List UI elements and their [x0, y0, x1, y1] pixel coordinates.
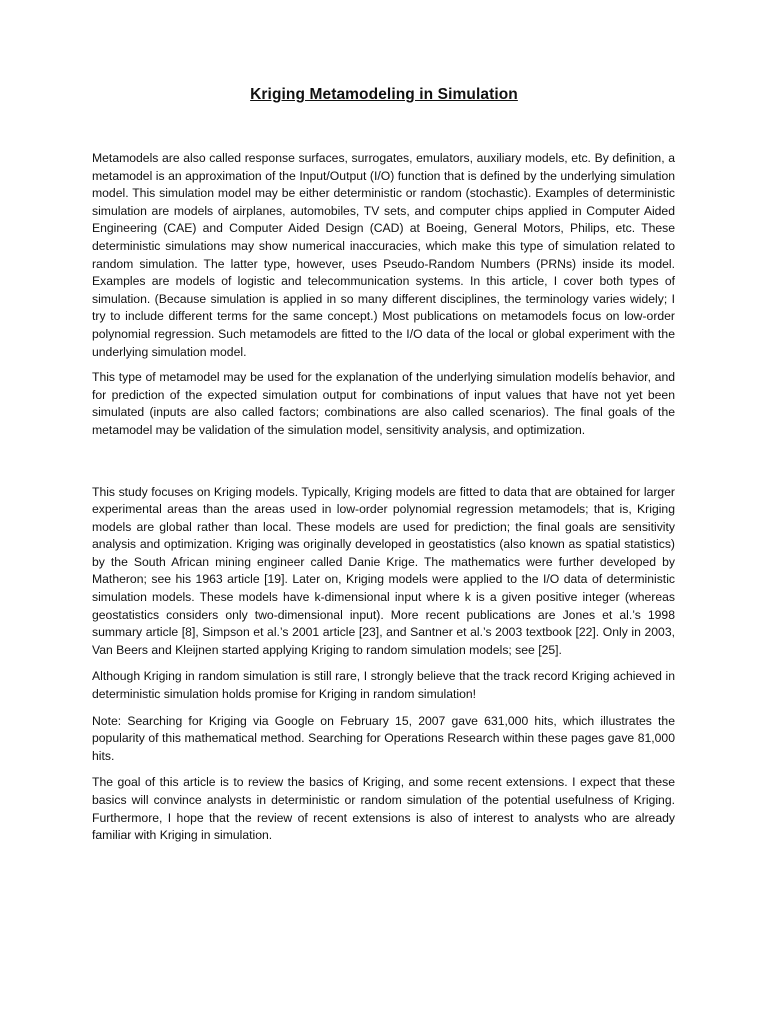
document-body [92, 150, 675, 845]
paragraph-metamodel-uses: This type of metamodel may be used for the explanation of the underlying simulation modelís behavior, and for prediction of the expected simulation output for combinations of input values that have not yet been simulated (inputs are also called factors; combinations are also called scenarios). The final goals of the metamodel may be validation of the simulation model, sensitivity analysis, and optimization. [92, 370, 675, 437]
paragraph-article-goal: The goal of this article is to review the basics of Kriging, and some recent extensions. I expect that these basics will convince analysts in deterministic or random simulation of the potential usefulness of Kriging. Furthermore, I hope that the review of recent extensions is also of interest to analysts who are already familiar with Kriging in simulation. [92, 775, 675, 843]
document-title: Kriging Metamodeling in Simulation [250, 86, 518, 103]
paragraph-google-note: Note: Searching for Kriging via Google on February 15, 2007 gave 631,000 hits, which illustrates the popularity of this mathematical method. Searching for Operations Research within these pages gave 81,000 hits. [92, 713, 675, 763]
paragraph-kriging-random: Although Kriging in random simulation is still rare, I strongly believe that the track record Kriging achieved in deterministic simulation holds promise for Kriging in random simulation! [92, 669, 675, 702]
paragraph-metamodels-intro: Metamodels are also called response surfaces, surrogates, emulators, auxiliary models, etc. By definition, a metamodel is an approximation of the Input/Output (I/O) function that is defined by the underlying simulation model. This simulation model may be either deterministic or random (stochastic). Examples of deterministic simulation are models of airplanes, automobiles, TV sets, and computer chips applied in Computer Aided Engineering (CAE) and Computer Aided Design (CAD) at Boeing, General Motors, Philips, etc. These deterministic simulations may show numerical inaccuracies, which make this type of simulation related to random simulation. The latter type, however, uses Pseudo-Random Numbers (PRNs) inside its model. Examples are models of logistic and telecommunication systems. In this article, I cover both types of simulation. (Because simulation is applied in so many different disciplines, the terminology varies widely; I try to include different terms for the same concept.) Most publications on metamodels focus on low-order polynomial regression. Such metamodels are fitted to the I/O data of the local or global experiment with the underlying simulation model. [92, 151, 675, 359]
paragraph-kriging-focus: This study focuses on Kriging models. Typically, Kriging models are fitted to data that are obtained for larger experimental areas than the areas used in low-order polynomial regression metamodels; that is, Kriging models are global rather than local. These models are used for prediction; the final goals are sensitivity analysis and optimization. Kriging was originally developed in geostatistics (also known as spatial statistics) by the South African mining engineer called Danie Krige. The mathematics were further developed by Matheron; see his 1963 article [19]. Later on, Kriging models were applied to the I/O data of deterministic simulation models. These models have k-dimensional input where k is a given positive integer (whereas geostatistics considers only two-dimensional input). More recent publications are Jones et al.’s 1998 summary article [8], Simpson et al.’s 2001 article [23], and Santner et al.’s 2003 textbook [22]. Only in 2003, Van Beers and Kleijnen started applying Kriging to random simulation models; see [25]. [92, 484, 675, 657]
